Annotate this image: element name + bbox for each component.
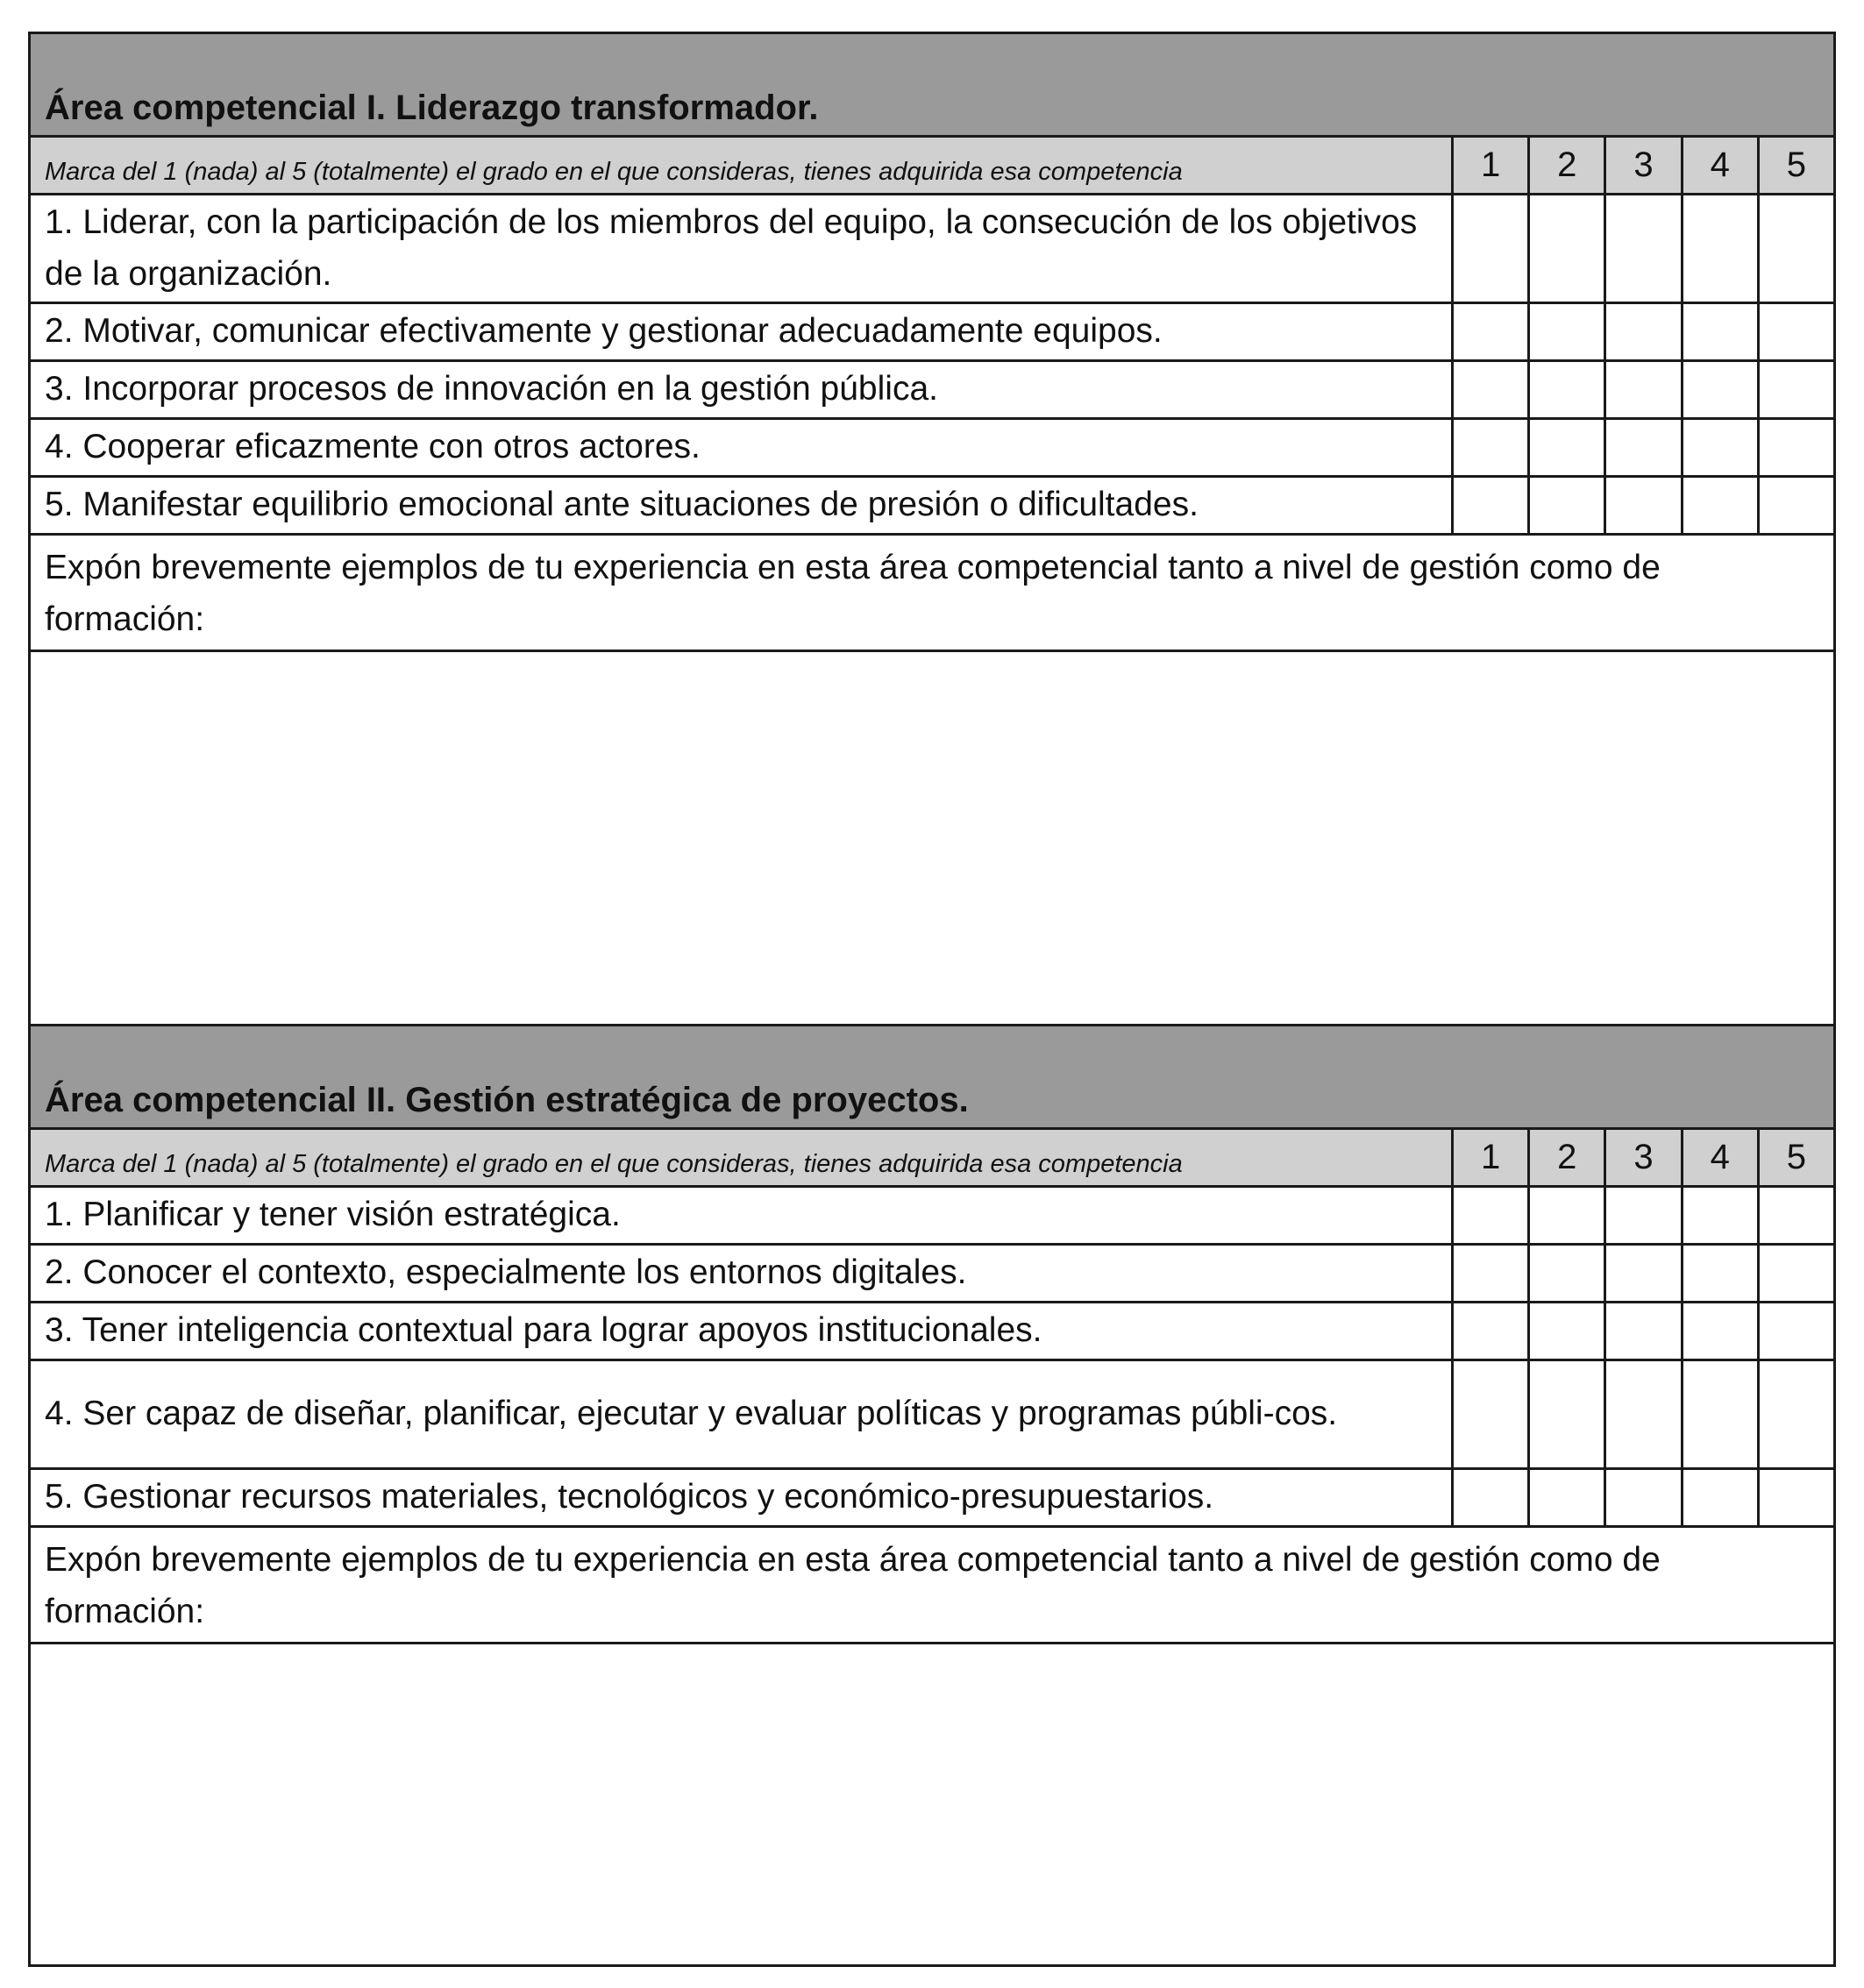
competency-row [31,362,1833,420]
rating-cell-4[interactable] [1683,1470,1760,1525]
rating-cell-3[interactable] [1606,1470,1683,1525]
rating-cell-5[interactable] [1760,362,1833,417]
section-2-prompt-row [31,1528,1833,1644]
rating-cell-1[interactable] [1454,420,1530,475]
rating-cell-3[interactable] [1606,304,1683,359]
section-2-title-row [31,1026,1833,1130]
scale-3-header: 3 [1606,1130,1683,1185]
experience-answer-area-2[interactable] [31,1644,1833,1964]
competency-row [31,1361,1833,1470]
competency-row [31,1303,1833,1361]
section-2 [28,1026,1836,1967]
rating-cell-1[interactable] [1454,195,1530,302]
rating-cell-2[interactable] [1530,1303,1606,1359]
experience-prompt: Expón brevemente ejemplos de tu experiencia en esta área competencial tanto a nivel de gestión como de formación: [45,1541,1661,1630]
competency-row [31,420,1833,478]
section-1-title-row [31,34,1833,138]
competency-label: 3. Tener inteligencia contextual para lograr apoyos institucionales. [31,1303,1454,1359]
scale-3-header: 3 [1606,138,1683,193]
scale-5-header: 5 [1786,1138,1807,1176]
rating-cell-3[interactable] [1606,362,1683,417]
section-1 [28,32,1836,1026]
rating-cell-2[interactable] [1530,478,1606,533]
rating-cell-4[interactable] [1683,1303,1760,1359]
rating-cell-3[interactable] [1606,1303,1683,1359]
rating-cell-5[interactable] [1760,1246,1833,1301]
competency-row [31,478,1833,536]
rating-cell-1[interactable] [1454,304,1530,359]
rating-cell-5[interactable] [1760,1470,1833,1525]
rating-cell-3[interactable] [1606,478,1683,533]
rating-cell-2[interactable] [1530,420,1606,475]
scale-2-header: 2 [1530,138,1606,193]
rating-cell-4[interactable] [1683,362,1760,417]
rating-cell-3[interactable] [1606,1361,1683,1467]
scale-5-header: 5 [1786,146,1807,184]
rating-cell-1[interactable] [1454,1303,1530,1359]
rating-cell-4[interactable] [1683,1361,1760,1467]
competency-row [31,1188,1833,1246]
scale-4-header: 4 [1683,1130,1760,1185]
rating-cell-2[interactable] [1530,362,1606,417]
rating-cell-1[interactable] [1454,362,1530,417]
rating-cell-5[interactable] [1760,1188,1833,1243]
rating-cell-2[interactable] [1530,1188,1606,1243]
rating-cell-3[interactable] [1606,1188,1683,1243]
rating-cell-5[interactable] [1760,420,1833,475]
rating-cell-2[interactable] [1530,304,1606,359]
competency-label: 3. Incorporar procesos de innovación en la gestión pública. [31,362,1454,417]
competency-row [31,195,1833,304]
competency-label: 2. Conocer el contexto, especialmente los entornos digitales. [31,1246,1454,1301]
rating-cell-4[interactable] [1683,195,1760,302]
rating-cell-1[interactable] [1454,1188,1530,1243]
section-1-prompt-row [31,536,1833,652]
competency-label: 4. Cooperar eficazmente con otros actores. [31,420,1454,475]
rating-cell-2[interactable] [1530,1246,1606,1301]
competency-row [31,304,1833,362]
scale-1-header: 1 [1454,1130,1530,1185]
section-2-scale-header [31,1130,1833,1188]
rating-cell-2[interactable] [1530,1470,1606,1525]
experience-answer-area-1[interactable] [31,652,1833,1024]
competency-label: 2. Motivar, comunicar efectivamente y gestionar adecuadamente equipos. [31,304,1454,359]
rating-cell-4[interactable] [1683,304,1760,359]
rating-cell-1[interactable] [1454,1246,1530,1301]
section-1-scale-header [31,138,1833,195]
rating-cell-5[interactable] [1760,1361,1833,1467]
rating-cell-1[interactable] [1454,478,1530,533]
rating-cell-5[interactable] [1760,304,1833,359]
rating-cell-3[interactable] [1606,195,1683,302]
rating-cell-1[interactable] [1454,1470,1530,1525]
scale-4-header: 4 [1683,138,1760,193]
rating-cell-5[interactable] [1760,195,1833,302]
rating-cell-3[interactable] [1606,420,1683,475]
competency-row [31,1246,1833,1303]
scale-2-header: 2 [1530,1130,1606,1185]
competency-label: 1. Liderar, con la participación de los miembros del equipo, la consecución de los objetivos de la organización. [31,195,1454,302]
scale-instruction: Marca del 1 (nada) al 5 (totalmente) el grado en el que consideras, tienes adquirida esa competencia [31,138,1454,193]
rating-cell-3[interactable] [1606,1246,1683,1301]
competency-label: 4. Ser capaz de diseñar, planificar, ejecutar y evaluar políticas y programas públi-cos. [31,1361,1454,1467]
rating-cell-2[interactable] [1530,195,1606,302]
section-2-title: Área competencial II. Gestión estratégica de proyectos. [45,1081,969,1119]
rating-cell-5[interactable] [1760,1303,1833,1359]
section-1-title: Área competencial I. Liderazgo transformador. [45,89,819,127]
rating-cell-4[interactable] [1683,1246,1760,1301]
competency-row [31,1470,1833,1528]
competency-label: 1. Planificar y tener visión estratégica. [31,1188,1454,1243]
scale-instruction: Marca del 1 (nada) al 5 (totalmente) el grado en el que consideras, tienes adquirida esa competencia [31,1130,1454,1185]
competency-label: 5. Manifestar equilibrio emocional ante situaciones de presión o dificultades. [31,478,1454,533]
competency-form [28,32,1836,1967]
rating-cell-4[interactable] [1683,420,1760,475]
rating-cell-5[interactable] [1760,478,1833,533]
rating-cell-1[interactable] [1454,1361,1530,1467]
rating-cell-4[interactable] [1683,1188,1760,1243]
competency-label: 5. Gestionar recursos materiales, tecnológicos y económico-presupuestarios. [31,1470,1454,1525]
experience-prompt: Expón brevemente ejemplos de tu experiencia en esta área competencial tanto a nivel de gestión como de formación: [45,549,1661,638]
rating-cell-4[interactable] [1683,478,1760,533]
rating-cell-2[interactable] [1530,1361,1606,1467]
scale-1-header: 1 [1454,138,1530,193]
